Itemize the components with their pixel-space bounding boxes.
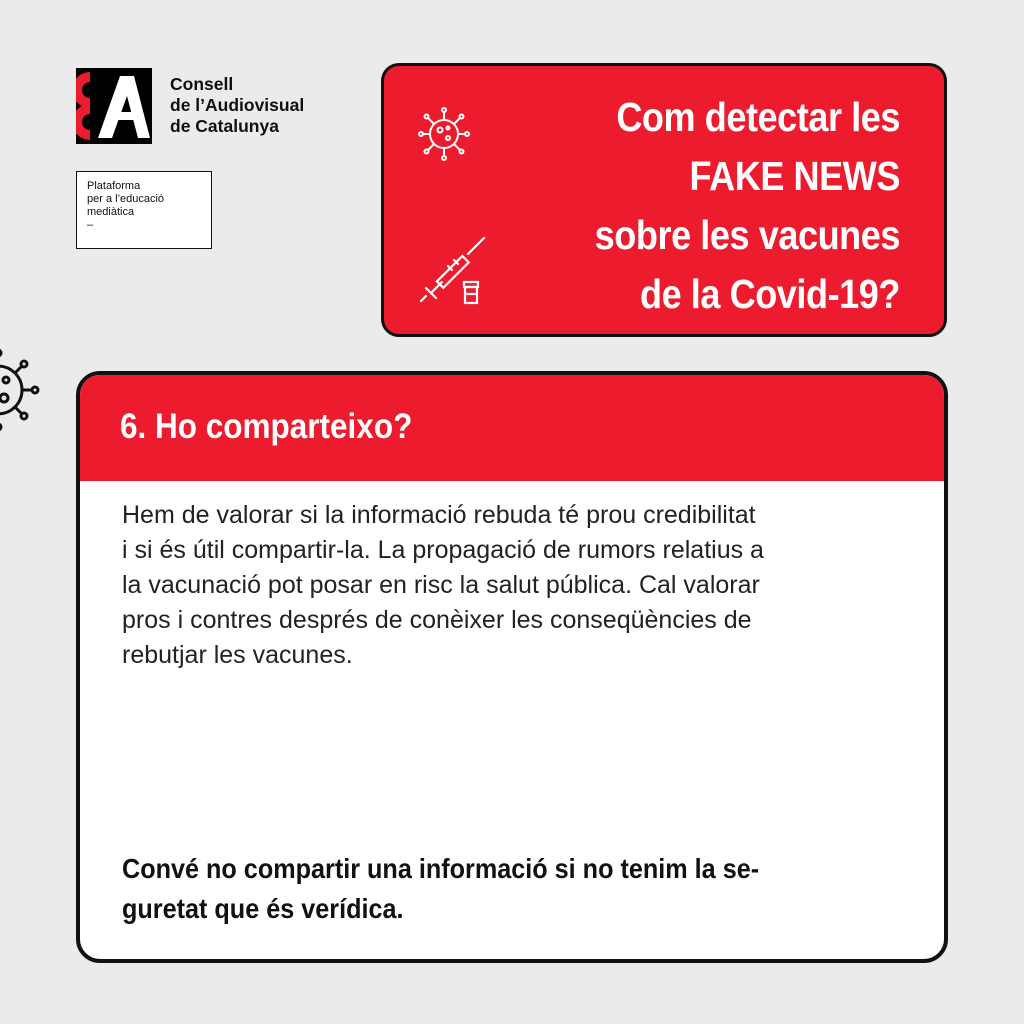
section-body: [122, 498, 912, 673]
platform-line: –: [87, 219, 94, 231]
title-line: sobre les vacunes: [594, 212, 900, 258]
virus-icon: [418, 106, 470, 167]
body-line: i si és útil compartir-la. La propagació de rumors relatius a: [122, 536, 764, 564]
title-line: Com detectar les: [616, 94, 900, 140]
body-line: la vacunació pot posar en risc la salut pública. Cal valorar: [122, 571, 760, 599]
section-conclusion: [122, 849, 912, 929]
title-line: FAKE NEWS: [689, 153, 900, 199]
cac-logo-icon: [76, 68, 152, 144]
platform-line: per a l’educació: [87, 193, 165, 205]
organization-name: [170, 74, 304, 137]
virus-icon: [0, 340, 44, 445]
organization-name-line: de l’Audiovisual: [170, 95, 305, 115]
organization-name-line: Consell: [170, 74, 234, 94]
platform-line: Plataforma: [87, 180, 141, 192]
platform-line: mediàtica: [87, 206, 135, 218]
syringe-icon: [418, 236, 494, 311]
conclusion-line: Convé no compartir una informació si no tenim la se-: [122, 853, 760, 884]
conclusion-line: guretat que és verídica.: [122, 893, 404, 924]
title-line: de la Covid-19?: [639, 271, 900, 317]
platform-label: [76, 171, 212, 249]
section-header: [80, 375, 944, 481]
page-title: [553, 88, 900, 324]
content-card: [76, 371, 948, 963]
title-card: [381, 63, 947, 337]
body-line: rebutjar les vacunes.: [122, 641, 353, 669]
vial-icon: [464, 282, 478, 303]
organization-name-line: de Catalunya: [170, 116, 279, 136]
body-line: pros i contres després de conèixer les conseqüències de: [122, 606, 752, 634]
section-title: 6. Ho comparteixo?: [120, 407, 413, 446]
body-line: Hem de valorar si la informació rebuda té prou credibilitat: [122, 501, 756, 529]
